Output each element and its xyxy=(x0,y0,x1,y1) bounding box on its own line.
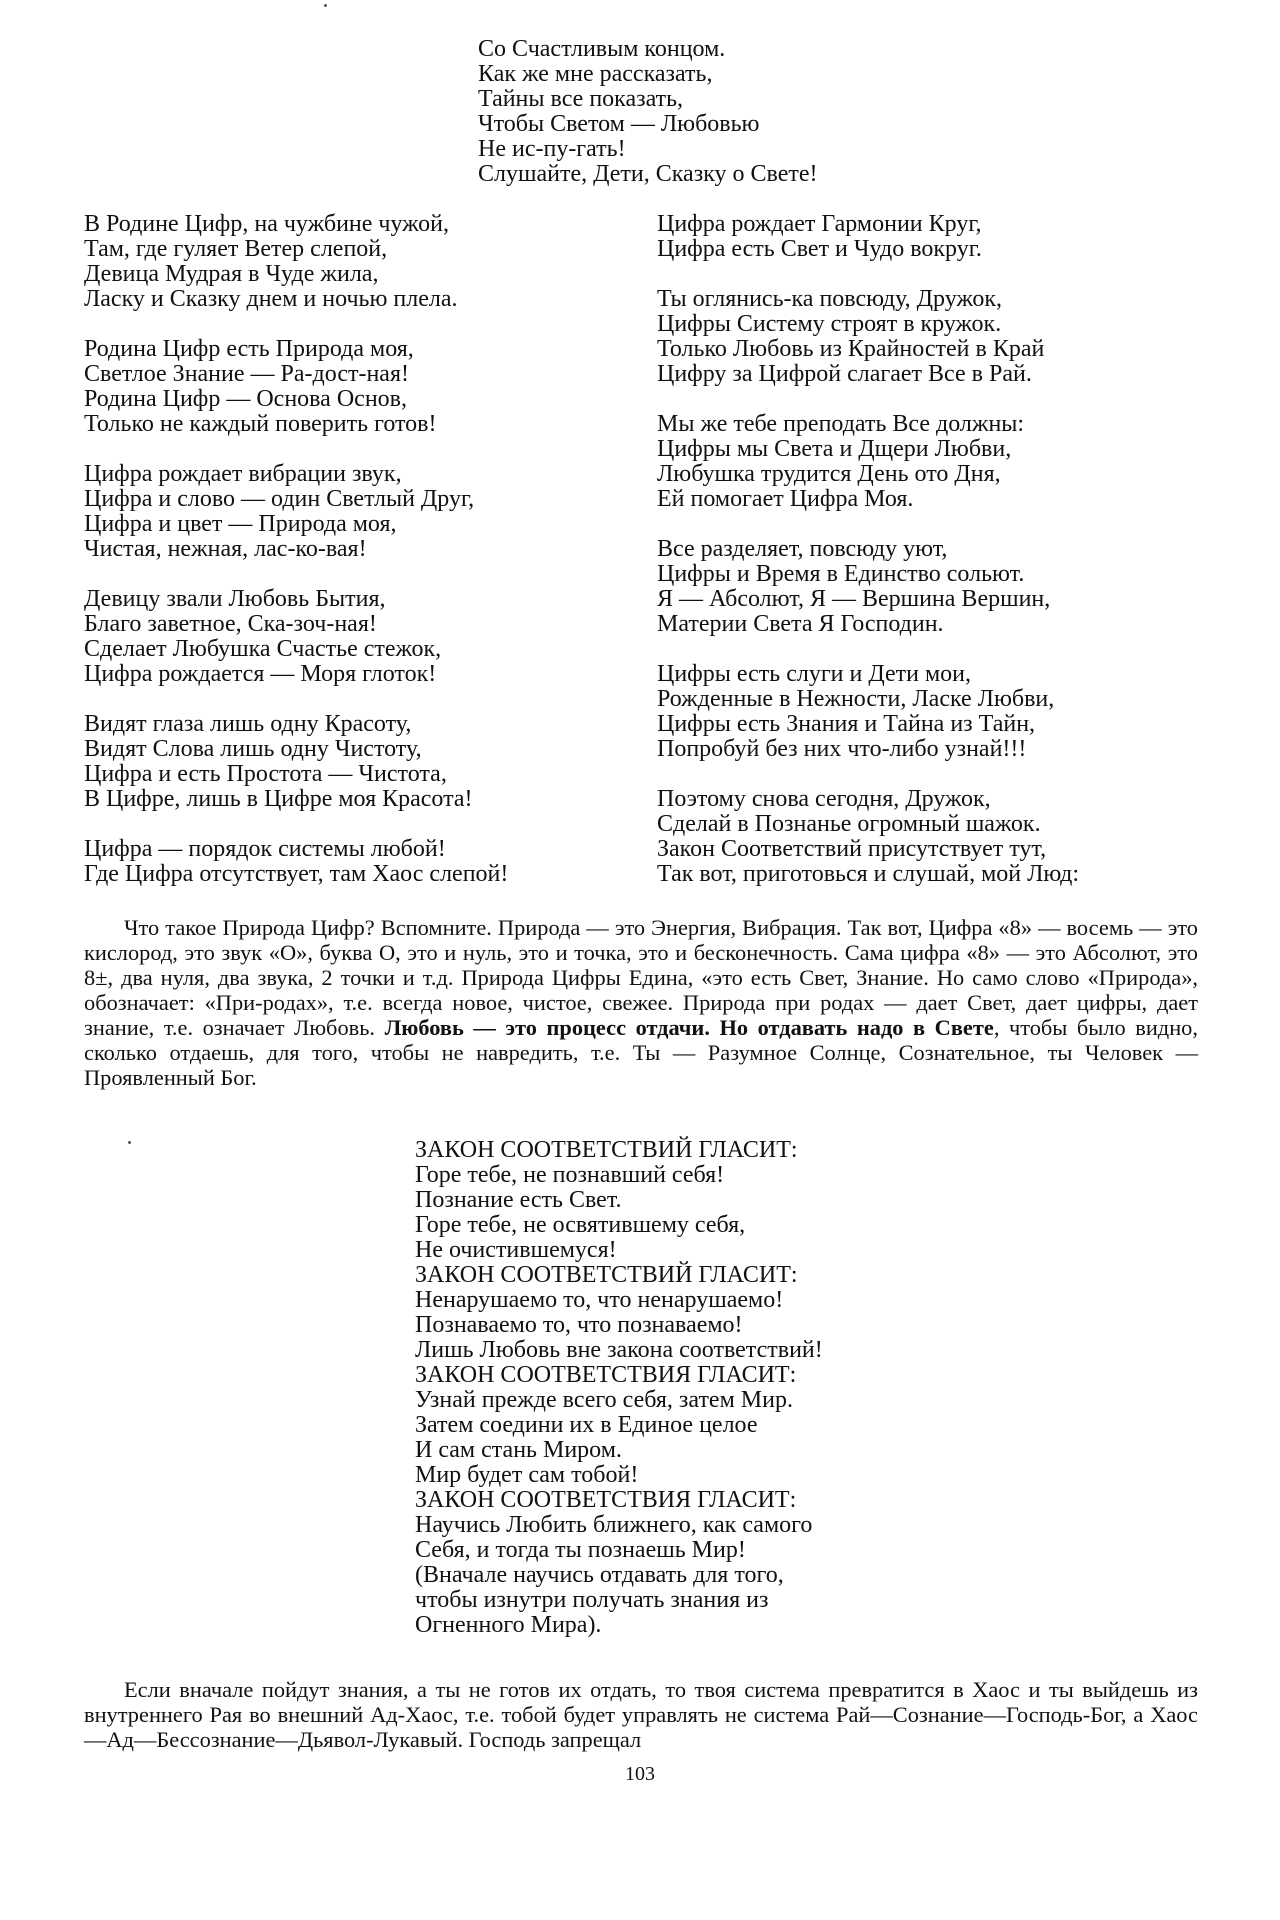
verse-line: Только не каждый поверить готов! xyxy=(84,411,437,437)
verse-line: Девицу звали Любовь Бытия, xyxy=(84,586,386,612)
stanza xyxy=(657,662,1079,762)
prose-text-after: , чтобы было видно, сколько отдаешь, для того, чтобы не навредить, т.е. Ты — Разумное Солнце, Сознательное, ты Человек — Проявленный Бог. xyxy=(84,1015,1198,1090)
verse-line: Все разделяет, повсюду уют, xyxy=(657,536,948,562)
stanza xyxy=(84,462,508,562)
stanza xyxy=(84,837,508,887)
verse-line: Цифра есть Свет и Чудо вокруг. xyxy=(657,236,982,262)
verse-line: Цифра и слово — один Светлый Друг, xyxy=(84,486,475,512)
verse-line: Ненарушаемо то, что ненарушаемо! xyxy=(415,1287,784,1313)
stanza xyxy=(657,287,1079,387)
stanza xyxy=(84,587,508,687)
poem-right-column xyxy=(657,212,1079,912)
verse-line: Закон Соответствий присутствует тут, xyxy=(657,836,1047,862)
verse-line: Я — Абсолют, Я — Вершина Вершин, xyxy=(657,586,1051,612)
verse-line: Мир будет сам тобой! xyxy=(415,1462,639,1488)
verse-line: Где Цифра отсутствует, там Хаос слепой! xyxy=(84,861,509,887)
verse-line: (Вначале научись отдавать для того, xyxy=(415,1562,784,1588)
stanza xyxy=(657,412,1079,512)
verse-line: Как же мне рассказать, xyxy=(478,61,713,87)
verse-line: Попробуй без них что-либо узнай!!! xyxy=(657,736,1027,762)
verse-line: Цифра и есть Простота — Чистота, xyxy=(84,761,447,787)
verse-line: Цифру за Цифрой слагает Все в Рай. xyxy=(657,361,1032,387)
verse-line: Девица Мудрая в Чуде жила, xyxy=(84,261,379,287)
verse-line: ЗАКОН СООТВЕТСТВИЙ ГЛАСИТ: xyxy=(415,1137,798,1163)
verse-line: Так вот, приготовься и слушай, мой Люд: xyxy=(657,861,1080,887)
verse-line: Цифра рождает Гармонии Круг, xyxy=(657,211,982,237)
verse-line: Цифра рождается — Моря глоток! xyxy=(84,661,437,687)
verse-line: Узнай прежде всего себя, затем Мир. xyxy=(415,1387,793,1413)
law-of-correspondences-verse xyxy=(415,1138,823,1638)
verse-line: Цифра и цвет — Природа моя, xyxy=(84,511,397,537)
verse-line: Цифры Систему строят в кружок. xyxy=(657,311,1002,337)
verse-line: Познаваемо то, что познаваемо! xyxy=(415,1312,743,1338)
verse-line: Там, где гуляет Ветер слепой, xyxy=(84,236,388,262)
print-speck xyxy=(128,1141,131,1144)
verse-line: Затем соедини их в Единое целое xyxy=(415,1412,758,1438)
stanza xyxy=(84,212,508,312)
verse-line: Мы же тебе преподать Все должны: xyxy=(657,411,1025,437)
verse-line: Цифры есть Знания и Тайна из Тайн, xyxy=(657,711,1036,737)
verse-line: Благо заветное, Ска-зоч-ная! xyxy=(84,611,377,637)
stanza xyxy=(657,787,1079,887)
verse-line: Цифры мы Света и Дщери Любви, xyxy=(657,436,1012,462)
verse-line: Ей помогает Цифра Моя. xyxy=(657,486,914,512)
verse-line: Только Любовь из Крайностей в Край xyxy=(657,336,1045,362)
prose-bold-text: Любовь — это процесс отдачи. Но отдавать надо в Свете xyxy=(384,1015,994,1040)
verse-line: Материи Света Я Господин. xyxy=(657,611,944,637)
verse-line: Горе тебе, не освятившему себя, xyxy=(415,1212,746,1238)
prose-text-before: Что такое Природа Цифр? Вспомните. Природа — это Энергия, Вибрация. Так вот, Цифра «8» — восемь — это кислород, это звук «О», буква О, это и нуль, это и точка, это и бесконечность. Сама цифра «8» — это Абсолют, это 8±, два нуля, два звука, 2 точки и т.д. Природа Цифры Едина, «это есть Свет, Знание. Но само слово «Природа», обозначает: «При-родах», т.е. всегда новое, чистое, свежее. Природа при родах — дает Свет, дает цифры, дает знание, т.е. означает Любовь. xyxy=(84,915,1198,1040)
verse-line: В Родине Цифр, на чужбине чужой, xyxy=(84,211,449,237)
verse-line: И сам стань Миром. xyxy=(415,1437,622,1463)
verse-line: Сделает Любушка Счастье стежок, xyxy=(84,636,442,662)
verse-line: Лишь Любовь вне закона соответствий! xyxy=(415,1337,823,1363)
verse-line: Любушка трудится День ото Дня, xyxy=(657,461,1001,487)
page-number: 103 xyxy=(625,1763,655,1785)
verse-line: Со Счастливым концом. xyxy=(478,36,726,62)
verse-line: Не очистившемуся! xyxy=(415,1237,617,1263)
verse-line: Родина Цифр — Основа Основ, xyxy=(84,386,407,412)
verse-line: Светлое Знание — Ра-дост-ная! xyxy=(84,361,409,387)
paragraph-text: Если вначале пойдут знания, а ты не готов их отдать, то твоя система превратится в Хаос и ты выйдешь из внутреннего Рая во внешний Ад-Хаос, т.е. тобой будет управлять не система Рай—Сознание—Господь-Бог, а Хаос—Ад—Бессознание—Дьявол-Лукавый. Господь запрещал xyxy=(84,1677,1198,1752)
verse-line: Поэтому снова сегодня, Дружок, xyxy=(657,786,991,812)
verse-line: ЗАКОН СООТВЕТСТВИЯ ГЛАСИТ: xyxy=(415,1487,797,1513)
verse-line: Чтобы Светом — Любовью xyxy=(478,111,760,137)
verse-line: Видят Слова лишь одну Чистоту, xyxy=(84,736,422,762)
verse-line: Огненного Мира). xyxy=(415,1612,602,1638)
print-speck xyxy=(324,4,327,7)
prose-paragraph-2 xyxy=(84,1677,1198,1752)
verse-line: Родина Цифр есть Природа моя, xyxy=(84,336,414,362)
paragraph-text xyxy=(84,915,1198,1090)
verse-line: Цифры и Время в Единство сольют. xyxy=(657,561,1025,587)
verse-line: Видят глаза лишь одну Красоту, xyxy=(84,711,412,737)
verse-line: ЗАКОН СООТВЕТСТВИЯ ГЛАСИТ: xyxy=(415,1362,797,1388)
prose-paragraph-1 xyxy=(84,915,1198,1090)
poem-left-column xyxy=(84,212,508,912)
verse-line: Слушайте, Дети, Сказку о Свете! xyxy=(478,161,818,187)
verse-line: Чистая, нежная, лас-ко-вая! xyxy=(84,536,367,562)
intro-verse xyxy=(478,37,818,187)
verse-line: чтобы изнутри получать знания из xyxy=(415,1587,769,1613)
verse-line: Не ис-пу-гать! xyxy=(478,136,626,162)
verse-line: Цифры есть слуги и Дети мои, xyxy=(657,661,972,687)
verse-line: ЗАКОН СООТВЕТСТВИЙ ГЛАСИТ: xyxy=(415,1262,798,1288)
verse-line: Горе тебе, не познавший себя! xyxy=(415,1162,725,1188)
verse-line: Цифра рождает вибрации звук, xyxy=(84,461,402,487)
verse-line: Ты оглянись-ка повсюду, Дружок, xyxy=(657,286,1003,312)
stanza xyxy=(84,337,508,437)
stanza xyxy=(84,712,508,812)
verse-line: Ласку и Сказку днем и ночью плела. xyxy=(84,286,458,312)
verse-line: Сделай в Познанье огромный шажок. xyxy=(657,811,1041,837)
stanza xyxy=(657,537,1079,637)
verse-line: В Цифре, лишь в Цифре моя Красота! xyxy=(84,786,473,812)
stanza xyxy=(657,212,1079,262)
verse-line: Познание есть Свет. xyxy=(415,1187,622,1213)
verse-line: Цифра — порядок системы любой! xyxy=(84,836,446,862)
verse-line: Себя, и тогда ты познаешь Мир! xyxy=(415,1537,746,1563)
verse-line: Тайны все показать, xyxy=(478,86,684,112)
verse-line: Рожденные в Нежности, Ласке Любви, xyxy=(657,686,1055,712)
verse-line: Научись Любить ближнего, как самого xyxy=(415,1512,813,1538)
